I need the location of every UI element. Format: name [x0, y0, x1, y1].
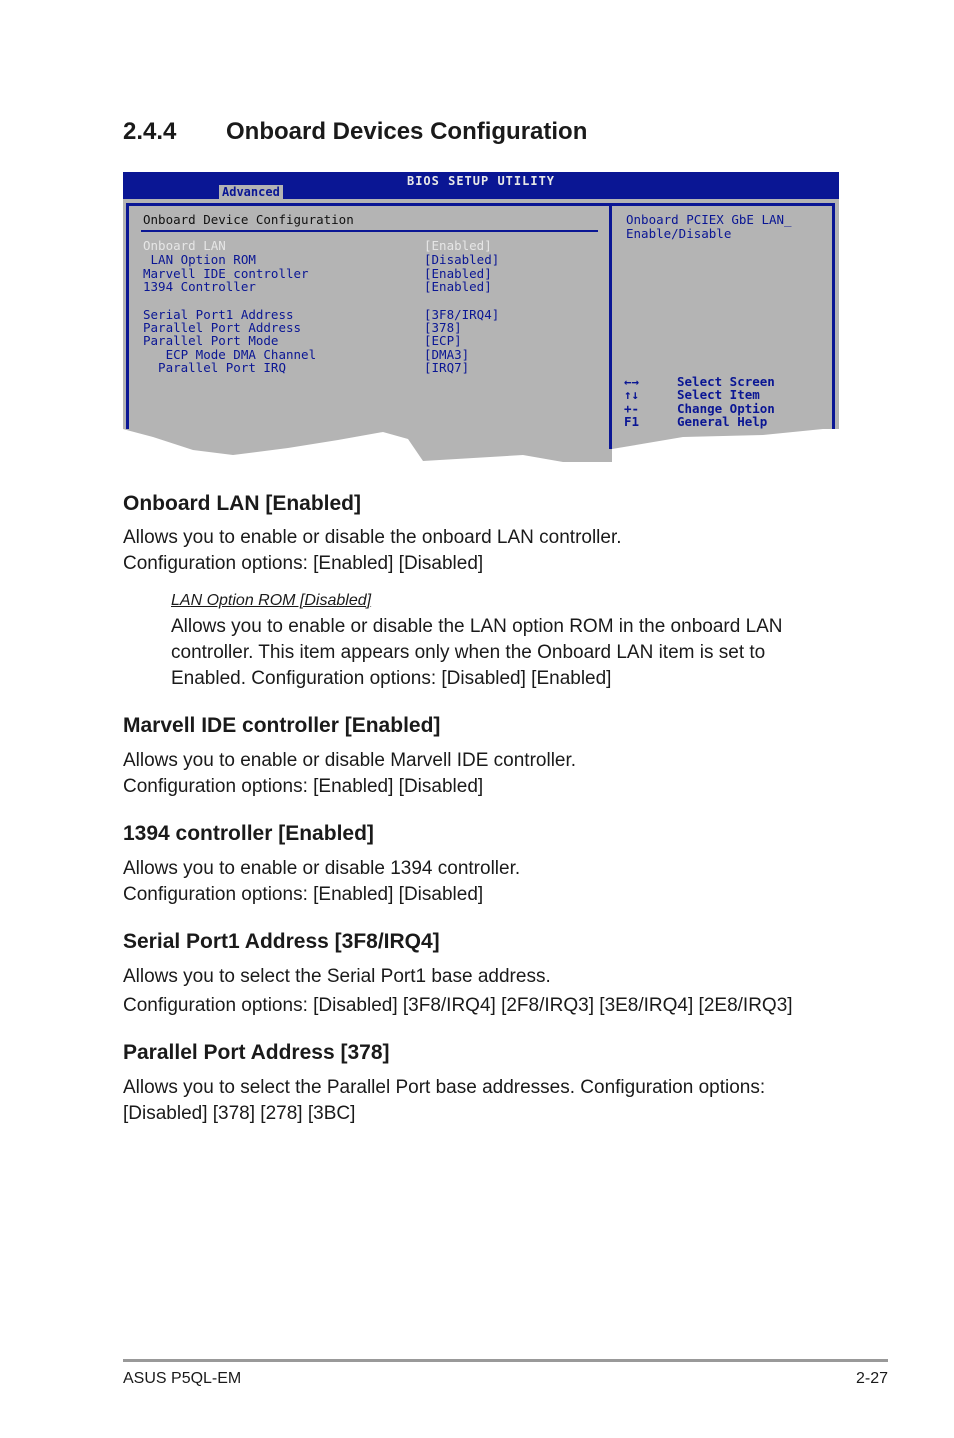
footer-page-number: 2-27 — [855, 1370, 888, 1387]
section-title: Onboard Devices Configuration — [226, 118, 588, 145]
bios-item-label: Marvell IDE controller — [143, 266, 309, 281]
bios-item-label: LAN Option ROM — [143, 252, 256, 267]
bios-item-parallel-irq[interactable] — [143, 360, 470, 413]
bios-item-label: Parallel Port IRQ — [143, 360, 286, 375]
paragraph-line: Configuration options: [Enabled] [Disabled] — [123, 776, 484, 797]
bios-help-line: Enable/Disable — [626, 226, 732, 241]
bios-item-value: [IRQ7] — [424, 360, 470, 375]
bios-item-label: Serial Port1 Address — [143, 307, 294, 322]
bios-item-value: [Enabled] — [424, 238, 492, 253]
heading-parallel-port-address: Parallel Port Address [378] — [123, 1041, 390, 1064]
paragraph-line: Allows you to select the Serial Port1 base address. — [123, 966, 551, 987]
bios-title-bar — [123, 172, 839, 199]
key-desc-select-item: Select Item — [677, 387, 760, 402]
heading-marvell-ide: Marvell IDE controller [Enabled] — [123, 714, 441, 737]
bios-item-value: [ECP] — [424, 333, 462, 348]
paragraph-line: Configuration options: [Enabled] [Disabled] — [123, 553, 484, 574]
paragraph-line: Enabled. Configuration options: [Disabled] [Enabled] — [171, 668, 612, 689]
plus-minus-key: +- — [624, 401, 640, 416]
paragraph-line: [Disabled] [378] [278] [3BC] — [123, 1103, 356, 1124]
subheading-lan-option-rom: LAN Option ROM [Disabled] — [171, 592, 372, 609]
paragraph-line: Allows you to select the Parallel Port base addresses. Configuration options: — [123, 1077, 766, 1098]
bios-item-value: [Enabled] — [424, 266, 492, 281]
bios-item-label: Parallel Port Mode — [143, 333, 279, 348]
up-down-arrows-icon: ↑↓ — [624, 387, 640, 402]
paragraph-line: Configuration options: [Disabled] [3F8/IRQ4] [2F8/IRQ3] [3E8/IRQ4] [2E8/IRQ3] — [123, 995, 793, 1016]
bios-item-label: Onboard LAN — [143, 238, 226, 253]
paragraph-line: Allows you to enable or disable Marvell IDE controller. — [123, 750, 577, 771]
bios-screen — [123, 172, 839, 462]
paragraph-line: controller. This item appears only when the Onboard LAN item is set to — [171, 642, 766, 663]
bios-panel-title: Onboard Device Configuration — [143, 212, 354, 227]
paragraph-line: Configuration options: [Enabled] [Disabled] — [123, 884, 484, 905]
paragraph-line: Allows you to enable or disable the LAN option ROM in the onboard LAN — [171, 616, 783, 637]
bios-item-label: ECP Mode DMA Channel — [143, 347, 317, 362]
bios-item-value: [3F8/IRQ4] — [424, 307, 500, 322]
section-number: 2.4.4 — [123, 118, 177, 145]
paragraph-line: Allows you to enable or disable 1394 controller. — [123, 858, 521, 879]
bios-item-label: Parallel Port Address — [143, 320, 302, 335]
paragraph-line: Allows you to enable or disable the onboard LAN controller. — [123, 527, 622, 548]
heading-onboard-lan: Onboard LAN [Enabled] — [123, 492, 361, 515]
key-desc-change-option: Change Option — [677, 401, 775, 416]
left-right-arrows-icon: ←→ — [624, 374, 640, 389]
bios-body — [123, 199, 839, 462]
f1-key: F1 — [624, 414, 640, 429]
bios-item-value: [378] — [424, 320, 462, 335]
bios-title: BIOS SETUP UTILITY — [406, 174, 556, 188]
bios-item-value: [DMA3] — [424, 347, 470, 362]
key-desc-general-help: General Help — [677, 414, 768, 429]
bios-item-value: [Enabled] — [424, 279, 492, 294]
key-desc-select-screen: Select Screen — [677, 374, 775, 389]
footer-product: ASUS P5QL-EM — [123, 1370, 242, 1387]
tab-advanced[interactable]: Advanced — [219, 185, 283, 199]
bios-help-line: Onboard PCIEX GbE LAN_ — [626, 212, 792, 227]
footer-rule — [123, 1359, 888, 1362]
heading-serial-port1: Serial Port1 Address [3F8/IRQ4] — [123, 930, 440, 953]
bios-item-label: 1394 Controller — [143, 279, 256, 294]
heading-1394-controller: 1394 controller [Enabled] — [123, 822, 374, 845]
bios-item-value: [Disabled] — [424, 252, 500, 267]
